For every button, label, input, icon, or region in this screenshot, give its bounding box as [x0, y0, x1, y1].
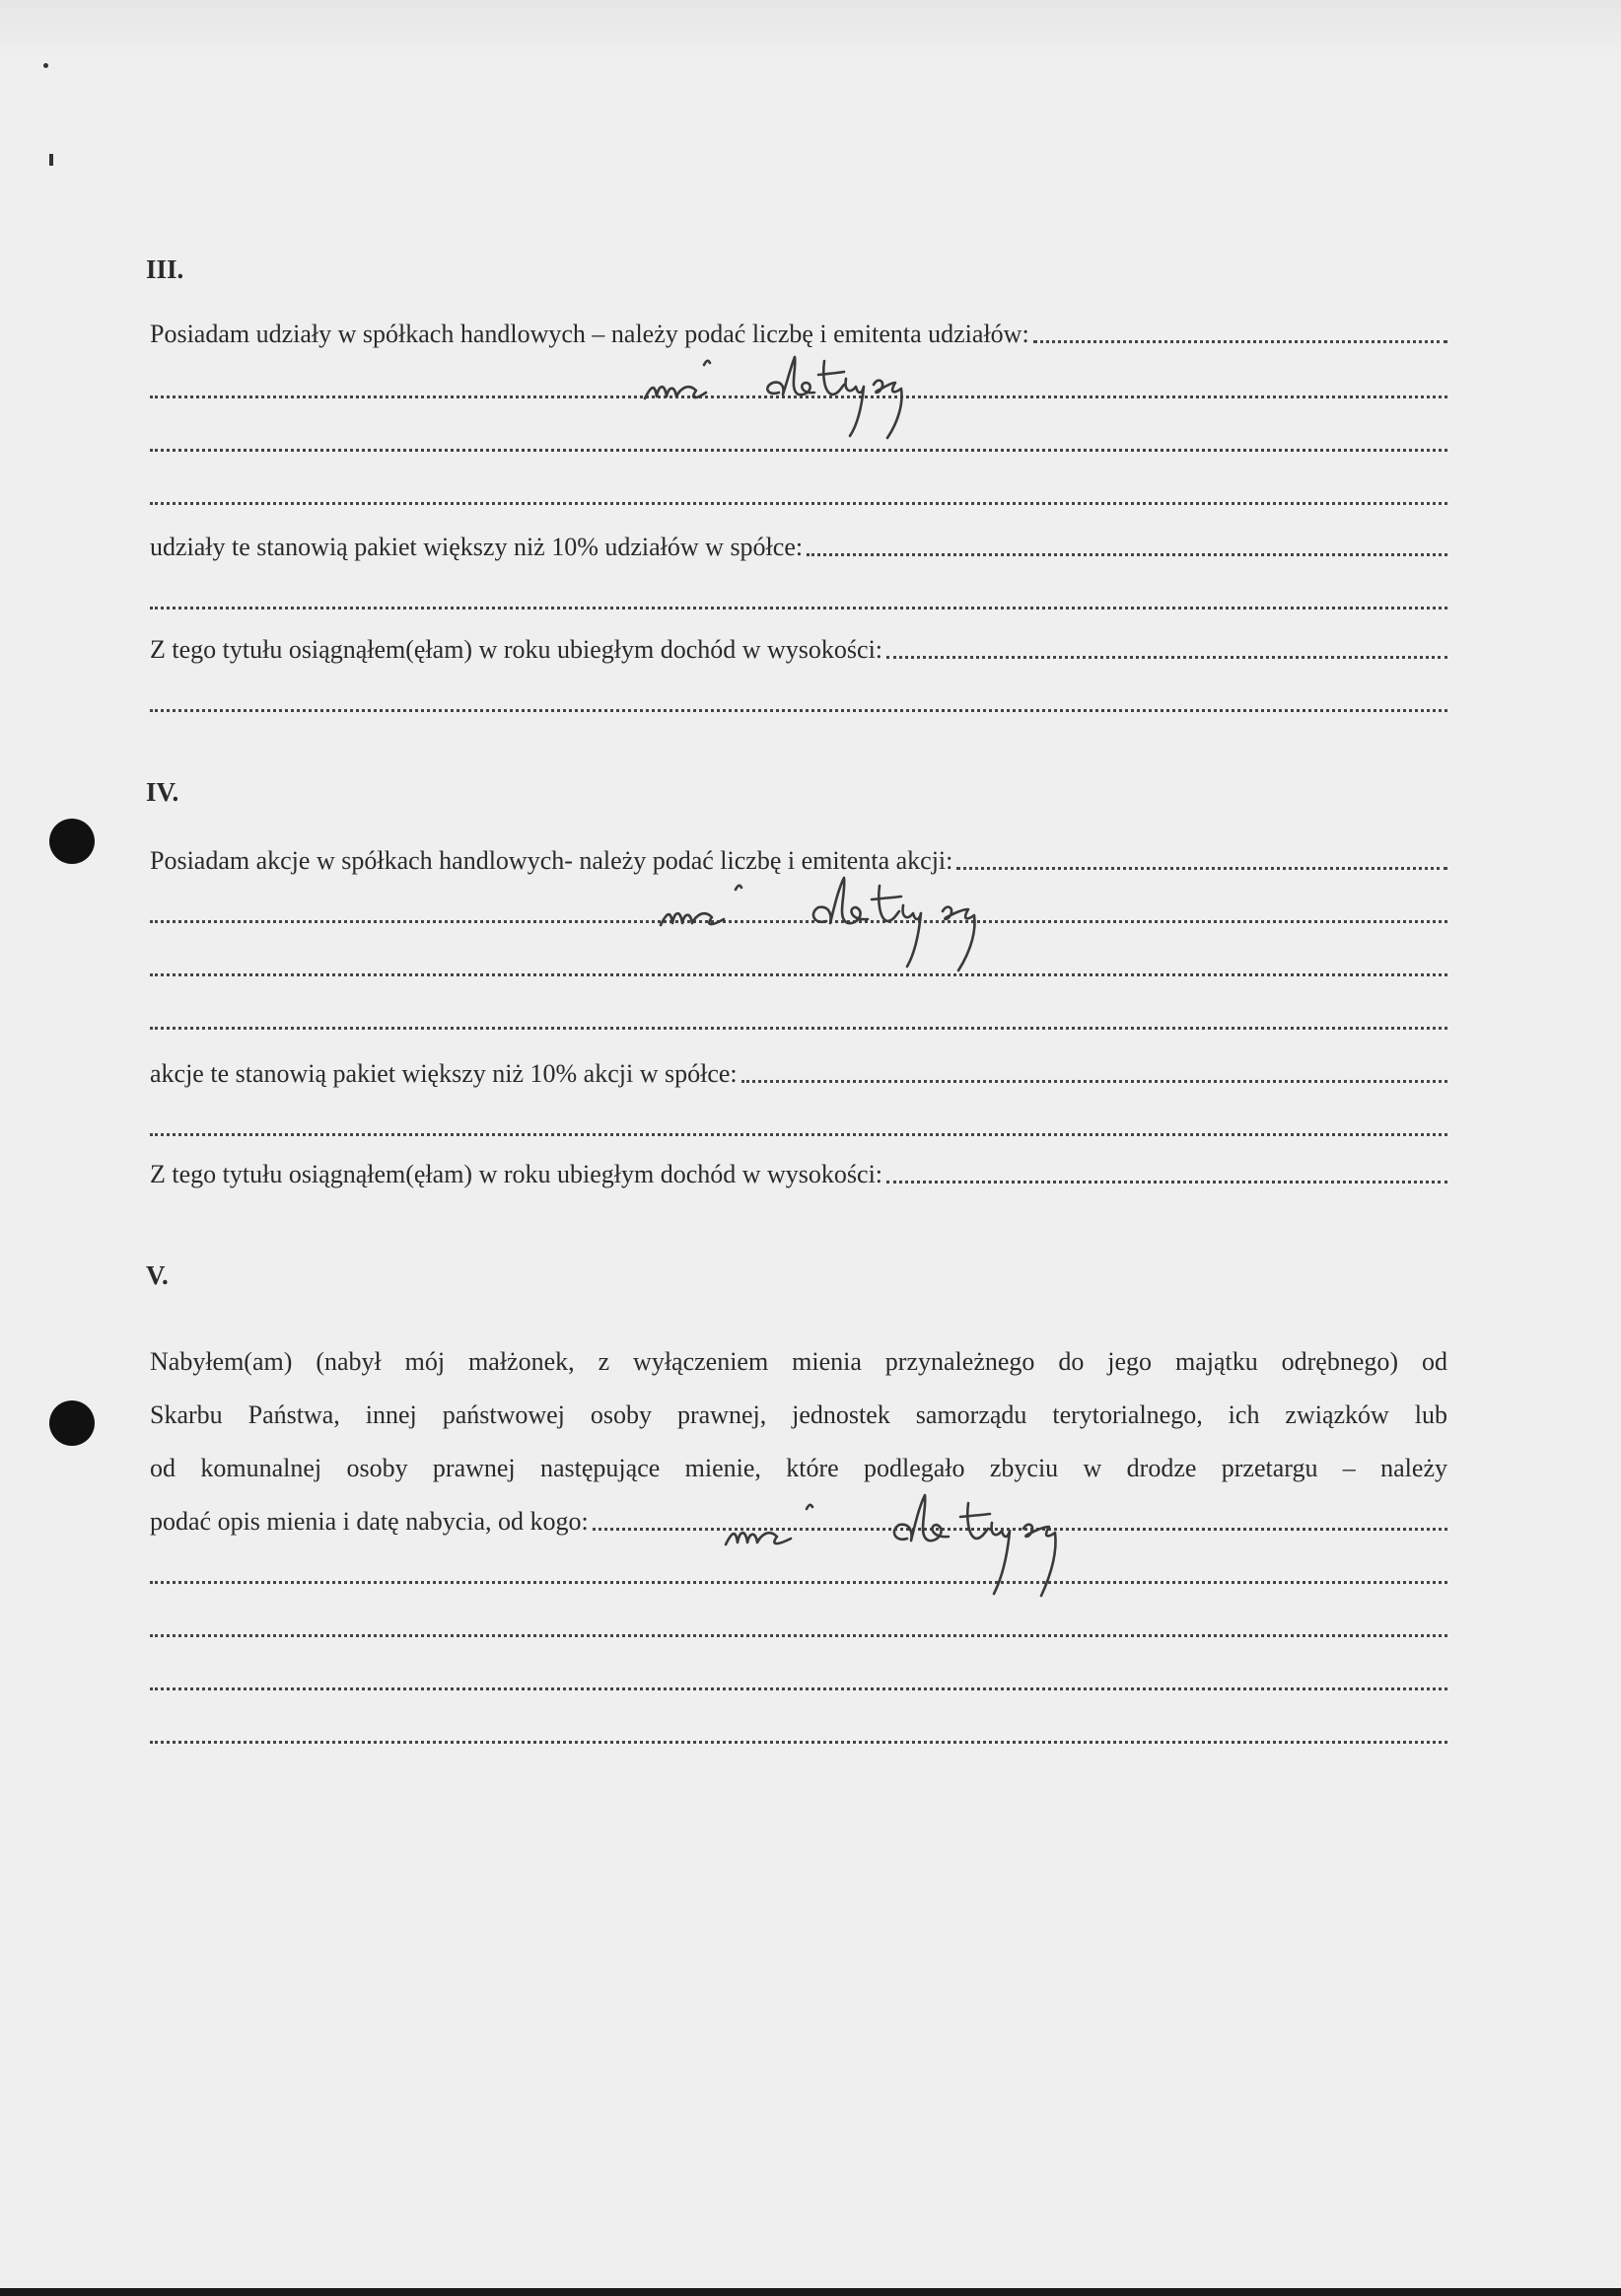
handwritten-nie-dotyczy-signature	[720, 1483, 1094, 1602]
section-v-heading: V.	[146, 1260, 169, 1290]
section-iv-stake-question	[150, 1057, 1447, 1091]
section-iv-heading: IV.	[146, 777, 179, 807]
section-iii-income-question	[150, 633, 1447, 667]
section-iii-answer-line-3	[150, 479, 1447, 513]
punch-hole-lower	[49, 1400, 95, 1446]
scan-top-shade	[0, 0, 1621, 59]
section-v-answer-line-2	[150, 1612, 1447, 1645]
dotted-fill-line	[150, 709, 1447, 712]
section-v-answer-line-3	[150, 1665, 1447, 1698]
handwritten-nie-dotyczy-signature	[657, 868, 1031, 976]
section-v-paragraph-line-3: od komunalnej osoby prawnej następujące mienie, które podlegało zbyciu w drodze przetargu – należy	[150, 1454, 1447, 1482]
handwritten-nie-dotyczy-signature	[641, 347, 966, 446]
section-iii-income-label: Z tego tytułu osiągnąłem(ęłam) w roku ubiegłym dochód w wysokości:	[150, 635, 883, 664]
dotted-fill-line	[886, 1181, 1447, 1184]
scan-speck	[43, 63, 48, 68]
section-iii-shares-label: Posiadam udziały w spółkach handlowych – należy podać liczbę i emitenta udziałów:	[150, 320, 1029, 348]
section-iii-heading: III.	[146, 254, 184, 284]
section-iv-income-question	[150, 1158, 1447, 1191]
dotted-fill-line	[807, 553, 1447, 556]
section-iv-stake-line	[150, 1111, 1447, 1144]
dotted-fill-line	[741, 1080, 1447, 1083]
section-v-answer-line-4	[150, 1718, 1447, 1752]
dotted-fill-line	[1033, 340, 1447, 343]
section-iv-income-label: Z tego tytułu osiągnąłem(ęłam) w roku ubiegłym dochód w wysokości:	[150, 1160, 883, 1188]
dotted-fill-line	[150, 1634, 1447, 1637]
section-iv-stocks-label: Posiadam akcje w spółkach handlowych- należy podać liczbę i emitenta akcji:	[150, 846, 953, 875]
scan-bottom-edge	[0, 2288, 1621, 2296]
dotted-fill-line	[150, 1027, 1447, 1030]
dotted-fill-line	[150, 502, 1447, 505]
scan-speck	[49, 154, 53, 166]
section-iii-income-line	[150, 686, 1447, 720]
dotted-fill-line	[150, 607, 1447, 610]
dotted-fill-line	[150, 1741, 1447, 1744]
dotted-fill-line	[886, 656, 1447, 659]
dotted-fill-line	[150, 1133, 1447, 1136]
section-iii-stake-question	[150, 531, 1447, 564]
section-iii-stake-label: udziały te stanowią pakiet większy niż 10% udziałów w spółce:	[150, 533, 804, 561]
section-v-paragraph-line-1: Nabyłem(am) (nabył mój małżonek, z wyłączeniem mienia przynależnego do jego majątku odrębnego) od	[150, 1347, 1447, 1376]
dotted-fill-line	[150, 1687, 1447, 1690]
section-iii-stake-line	[150, 584, 1447, 617]
section-v-paragraph-line-2: Skarbu Państwa, innej państwowej osoby prawnej, jednostek samorządu terytorialnego, ich związków lub	[150, 1400, 1447, 1429]
section-iv-answer-line-3	[150, 1004, 1447, 1038]
punch-hole-upper	[49, 819, 95, 864]
section-iv-stake-label: akcje te stanowią pakiet większy niż 10% akcji w spółce:	[150, 1059, 738, 1088]
dotted-fill-line	[150, 449, 1447, 452]
section-v-description-label: podać opis mienia i datę nabycia, od kogo:	[150, 1507, 589, 1536]
section-iii-shares-question	[150, 318, 1447, 351]
